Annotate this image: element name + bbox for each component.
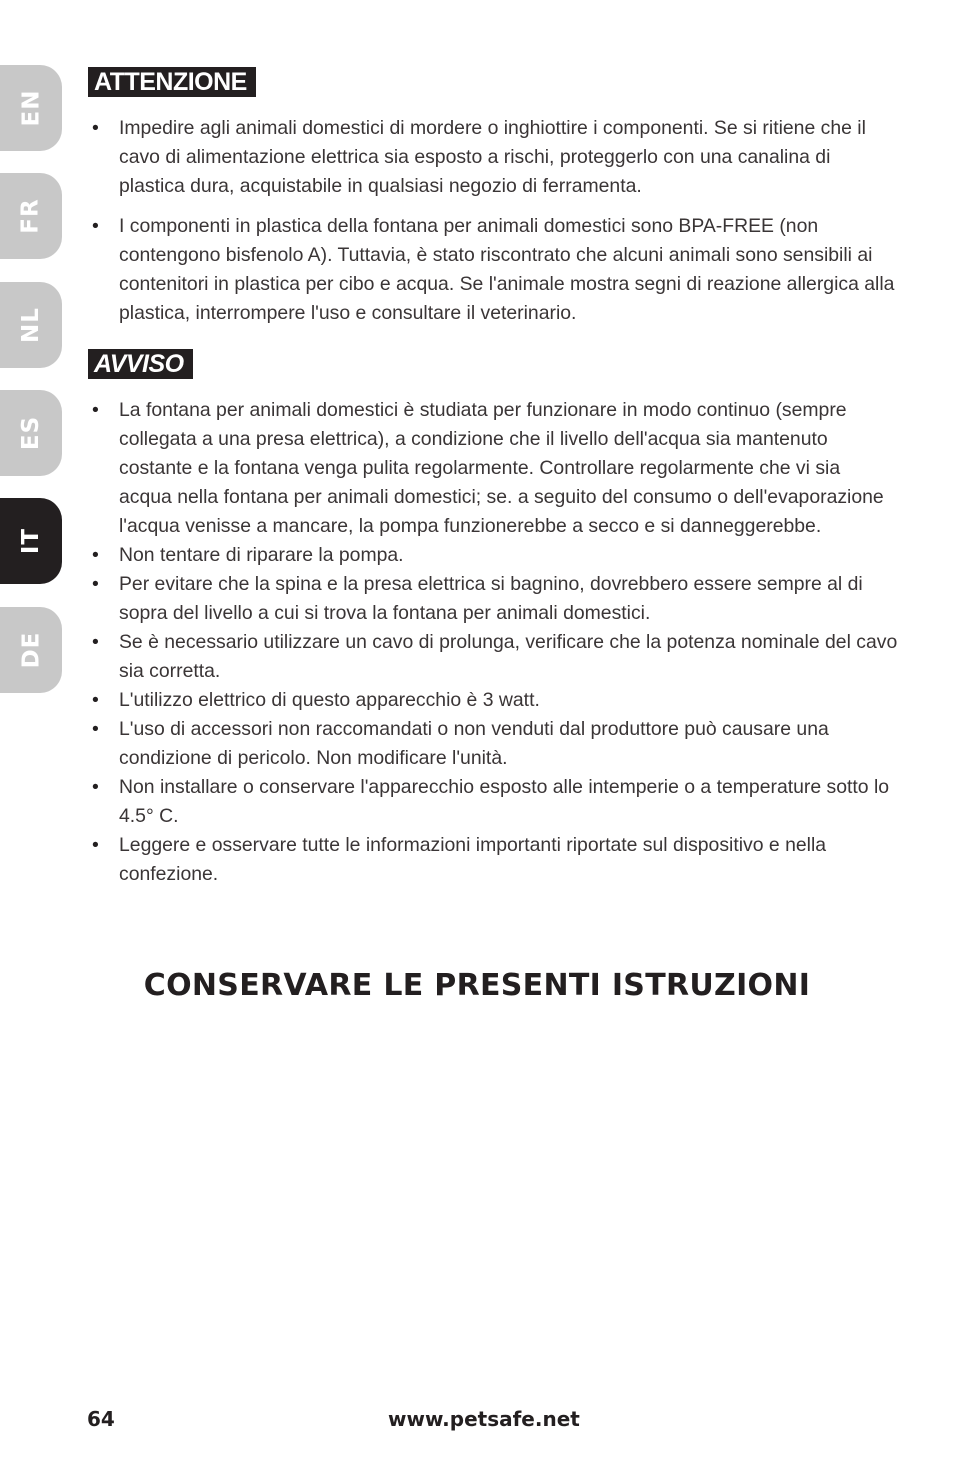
list-item: • Leggere e osservare tutte le informazioni importanti riportate sul dispositivo e nella confezione. — [88, 831, 898, 889]
list-item: • La fontana per animali domestici è studiata per funzionare in modo continuo (sempre collegata a una presa elettrica), a condizione che il livello dell'acqua sia mantenuto costante e la fontana venga pulita regolarmente. Controllare regolarmente che vi sia acqua nella fontana per animali domestici; se. a seguito del consumo o dell'evaporazione l'acqua venisse a mancare, la pompa funzionerebbe a secco e si danneggerebbe. — [88, 396, 898, 541]
list-item: • Se è necessario utilizzare un cavo di prolunga, verificare che la potenza nominale del cavo sia corretta. — [88, 628, 898, 686]
list-item: • I componenti in plastica della fontana per animali domestici sono BPA-FREE (non contengono bisfenolo A). Tuttavia, è stato riscontrato che alcuni animali sono sensibili ai contenitori in plastica per cibo e acqua. Se l'animale mostra segni di reazione allergica alla plastica, interrompere l'uso e consultare il veterinario. — [88, 212, 898, 328]
tab-de[interactable] — [0, 607, 62, 693]
tab-label: EN — [18, 89, 44, 127]
attenzione-list — [88, 114, 898, 339]
list-item: • Impedire agli animali domestici di mordere o inghiottire i componenti. Se si ritiene che il cavo di alimentazione elettrica sia esposto a rischi, proteggerlo con una canalina di plastica dura, acquistabile in qualsiasi negozio di ferramenta. — [88, 114, 898, 201]
tab-label: NL — [18, 307, 44, 343]
attenzione-label: ATTENZIONE — [88, 67, 256, 97]
avviso-list — [88, 396, 898, 889]
list-item: • Non tentare di riparare la pompa. — [88, 541, 898, 570]
tab-label: IT — [18, 527, 44, 555]
list-item: • L'uso di accessori non raccomandati o non venduti dal produttore può causare una condizione di pericolo. Non modificare l'unità. — [88, 715, 898, 773]
list-item: • Per evitare che la spina e la presa elettrica si bagnino, dovrebbero essere sempre al di sopra del livello a cui si trova la fontana per animali domestici. — [88, 570, 898, 628]
list-item: • Non installare o conservare l'apparecchio esposto alle intemperie o a temperature sotto lo 4.5° C. — [88, 773, 898, 831]
avviso-label: AVVISO — [88, 349, 193, 379]
tab-label: DE — [18, 631, 44, 669]
tab-en[interactable] — [0, 65, 62, 151]
footer-url[interactable]: www.petsafe.net — [388, 1407, 580, 1431]
list-item: • L'utilizzo elettrico di questo apparecchio è 3 watt. — [88, 686, 898, 715]
page-number: 64 — [87, 1407, 115, 1431]
tab-it[interactable] — [0, 498, 62, 584]
tab-es[interactable] — [0, 390, 62, 476]
tab-fr[interactable] — [0, 173, 62, 259]
section-headline: CONSERVARE LE PRESENTI ISTRUZIONI — [143, 968, 811, 1003]
tab-nl[interactable] — [0, 282, 62, 368]
tab-label: FR — [17, 198, 44, 234]
tab-label: ES — [18, 415, 44, 451]
